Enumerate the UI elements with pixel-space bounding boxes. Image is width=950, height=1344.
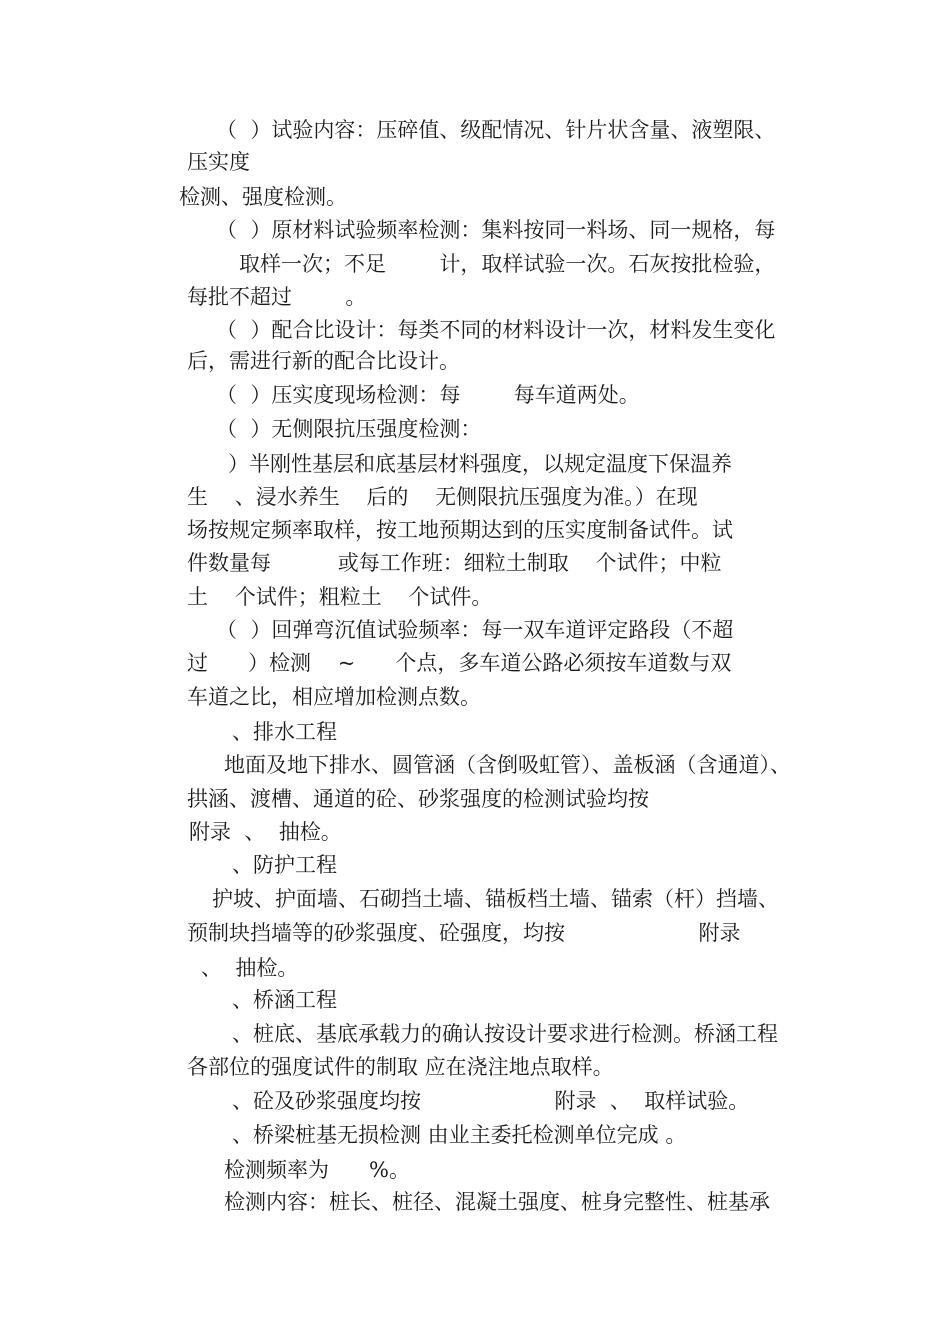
text-line-33: 检测内容：桩长、桩径、混凝土强度、桩身完整性、桩基承	[224, 1190, 770, 1214]
text-line-16: （ ）回弹弯沉值试验频率：每一双车道评定路段（不超	[216, 618, 734, 642]
text-line-12: 生 、浸水养生 后的 无侧限抗压强度为准。）在现	[187, 485, 698, 509]
text-line-3: 检测、强度检测。	[179, 185, 347, 209]
text-line-17: 过 ）检测 ~ 个点，多车道公路必须按车道数与双	[187, 651, 732, 675]
text-line-6: 每批不超过 。	[187, 285, 367, 309]
text-line-11: ）半刚性基层和底基层材料强度，以规定温度下保温养	[228, 452, 732, 476]
text-line-10: （ ）无侧限抗压强度检测：	[216, 417, 482, 441]
section-heading-drainage: 、排水工程	[232, 720, 337, 744]
text-line-5: 取样一次；不足 计，取样试验一次。石灰按批检验，	[239, 252, 776, 276]
text-line-15: 土 个试件；粗粒土 个试件。	[187, 585, 493, 609]
text-line-8: 后，需进行新的配合比设计。	[187, 349, 460, 373]
text-line-13: 场按规定频率取样，按工地预期达到的压实度制备试件。试	[187, 518, 733, 542]
section-heading-bridge: 、桥涵工程	[232, 988, 337, 1012]
text-line-26: 、 抽检。	[201, 956, 299, 980]
text-line-24: 护坡、护面墙、石砌挡土墙、锚板档土墙、锚索（杆）挡墙、	[212, 887, 779, 911]
text-line-30: 、砼及砂浆强度均按 附录 、 取样试验。	[232, 1089, 750, 1113]
text-line-18: 车道之比，相应增加检测点数。	[187, 685, 481, 709]
text-line-9: （ ）压实度现场检测：每 每车道两处。	[216, 383, 640, 407]
text-line-20: 地面及地下排水、圆管涵（含倒吸虹管）、盖板涵（含通道）、	[224, 753, 791, 777]
text-line-4: （ ）原材料试验频率检测：集料按同一料场、同一规格，每	[216, 218, 776, 242]
text-line-7: （ ）配合比设计：每类不同的材料设计一次，材料发生变化	[216, 318, 776, 342]
text-line-2: 压实度	[187, 150, 250, 174]
text-line-25: 预制块挡墙等的砂浆强度、砼强度，均按 附录	[187, 921, 741, 945]
text-line-21: 拱涵、渡槽、通道的砼、砂浆强度的检测试验均按	[187, 787, 649, 811]
text-line-14: 件数量每 或每工作班：细粒土制取 个试件；中粒	[187, 551, 722, 575]
text-line-32: 检测频率为 %。	[224, 1158, 411, 1182]
text-line-22: 附录 、 抽检。	[189, 820, 342, 844]
text-line-28: 、桩底、基底承载力的确认按设计要求进行检测。桥涵工程	[232, 1022, 778, 1046]
text-line-31: 、桥梁桩基无损检测 由业主委托检测单位完成 。	[232, 1123, 687, 1147]
text-line-1: （ ）试验内容：压碎值、级配情况、针片状含量、液塑限、	[216, 118, 776, 142]
text-line-29: 各部位的强度试件的制取 应在浇注地点取样。	[187, 1055, 614, 1079]
section-heading-protection: 、防护工程	[232, 853, 337, 877]
